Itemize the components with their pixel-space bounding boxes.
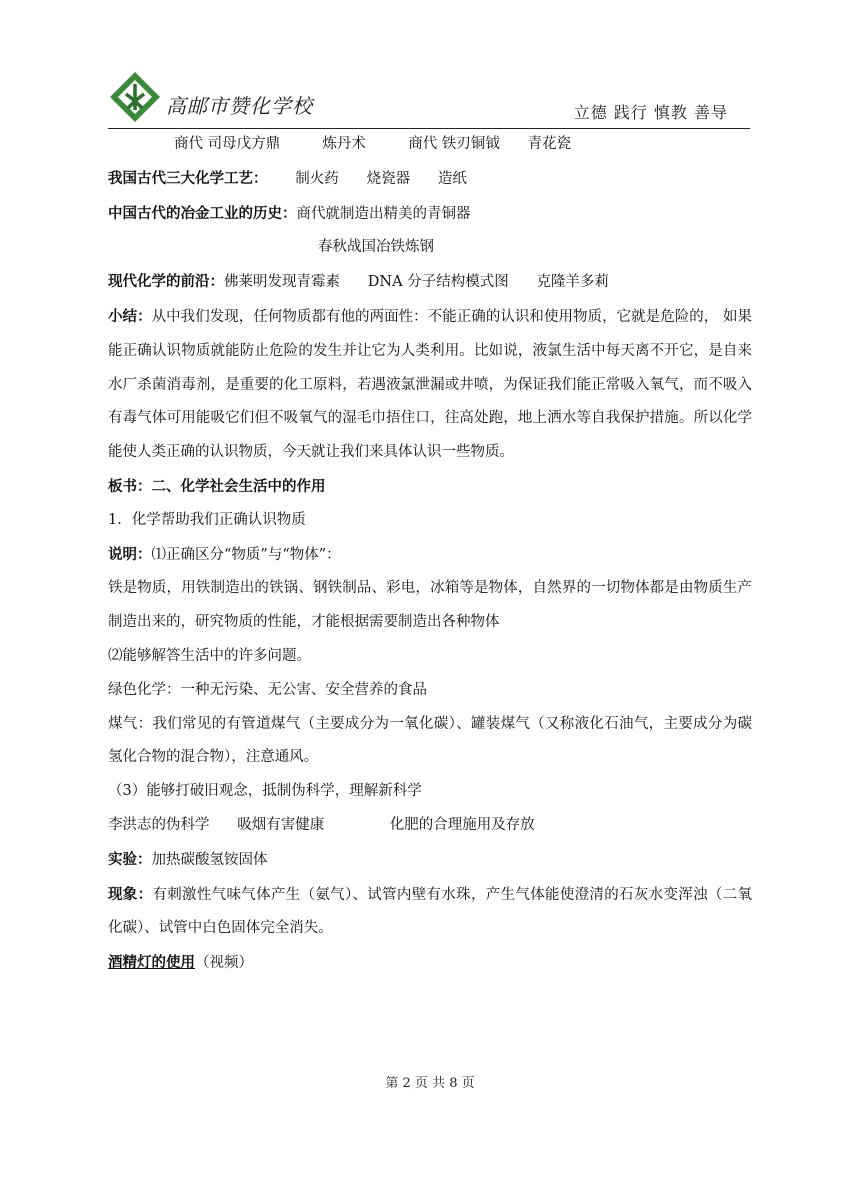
frontier-2: DNA 分子结构模式图 — [367, 274, 509, 291]
lamp-line — [108, 946, 752, 981]
frontier-3: 克隆羊多莉 — [536, 274, 609, 291]
lamp-label: 酒精灯的使用 — [108, 954, 195, 972]
item-1: 1．化学帮助我们正确认识物质 — [108, 511, 306, 528]
explain-label: 说明： — [108, 545, 152, 563]
lamp-note: （视频） — [195, 955, 253, 972]
crafts-line — [108, 162, 752, 197]
experiment-label: 实验： — [108, 850, 152, 868]
example-3: 化肥的合理施用及存放 — [389, 816, 535, 833]
iron-paragraph: 铁是物质，用铁制造出的铁锅、钢铁制品、彩电，冰箱等是物体，自然界的一切物体都是由物质生产制造出来的，研究物质的性能，才能根据需要制造出各种物体 — [108, 580, 752, 631]
artifact-2: 炼丹术 — [322, 136, 366, 152]
school-name-logo: 高邮市赞化学校 — [166, 94, 313, 118]
frontier-1: 佛莱明发现青霉素 — [224, 274, 340, 291]
example-1: 李洪志的伪科学 — [108, 816, 210, 833]
example-2: 吸烟有害健康 — [237, 816, 325, 833]
page-footer: 第 2 页 共 8 页 — [385, 1076, 475, 1091]
school-logo-icon — [108, 70, 162, 124]
document-body — [108, 128, 752, 981]
summary-text: 从中我们发现，任何物质都有他的两面性：不能正确的认识和使用物质，它就是危险的， 如果能正确认识物质就能防止危险的发生并让它为人类利用。比如说，液氯生活中每天离不开它，是自来水厂杀菌消毒剂，是重要的化工原料，若遇液氯泄漏或井喷，为保证我们能正常吸入氧气，而不吸入有毒气体可用能吸它们但不吸氧气的湿毛巾捂住口，往高处跑，地上洒水等自我保护措施。所以化学能使人类正确的认识物质，今天就让我们来具体认识一些物质。 — [108, 308, 753, 461]
item-3: （3）能够打破旧观念，抵制伪科学，理解新科学 — [108, 783, 422, 800]
explain-text: ⑴正确区分“物质”与“物体”： — [151, 546, 341, 563]
phenomenon-paragraph — [108, 878, 752, 947]
school-motto: 立德 践行 慎教 善导 — [573, 103, 728, 122]
green-chemistry-line: 绿色化学：一种无污染、无公害、安全营养的食品 — [108, 681, 427, 698]
examples-line — [108, 809, 752, 843]
explain-line — [108, 538, 752, 573]
metallurgy-label: 中国古代的冶金工业的历史： — [108, 204, 297, 222]
experiment-line — [108, 843, 752, 878]
phenomenon-label: 现象： — [108, 885, 153, 903]
summary-label: 小结： — [108, 307, 152, 325]
frontier-label: 现代化学的前沿： — [108, 273, 224, 291]
phenomenon-text: 有刺激性气味气体产生（氨气）、试管内壁有水珠，产生气体能使澄清的石灰水变浑浊（二氧化碳）、试管中白色固体完全消失。 — [108, 886, 753, 937]
experiment-text: 加热碳酸氢铵固体 — [151, 851, 268, 868]
artifact-1: 商代 司母戊方鼎 — [174, 136, 281, 152]
artifact-3: 商代 铁刃铜钺 — [408, 136, 500, 152]
gas-paragraph: 煤气：我们常见的有管道煤气（主要成分为一氧化碳）、罐装煤气（又称液化石油气，主要成分为碳氢化合物的混合物），注意通风。 — [108, 715, 752, 766]
craft-2: 烧瓷器 — [366, 170, 411, 187]
crafts-label: 我国古代三大化学工艺： — [108, 169, 268, 187]
artifact-line — [108, 128, 752, 162]
craft-3: 造纸 — [437, 170, 467, 187]
summary-paragraph — [108, 300, 752, 470]
metallurgy-text: 商代就制造出精美的青铜器 — [296, 205, 471, 222]
artifact-4: 青花瓷 — [527, 136, 572, 152]
frontier-line — [108, 265, 752, 300]
metallurgy-line-2: 春秋战国冶铁炼钢 — [318, 239, 434, 256]
board-heading: 板书：二、化学社会生活中的作用 — [108, 477, 326, 495]
page-header — [108, 66, 750, 129]
metallurgy-line — [108, 197, 752, 232]
item-2: ⑵能够解答生活中的许多问题。 — [108, 647, 311, 664]
craft-1: 制火药 — [295, 170, 339, 187]
